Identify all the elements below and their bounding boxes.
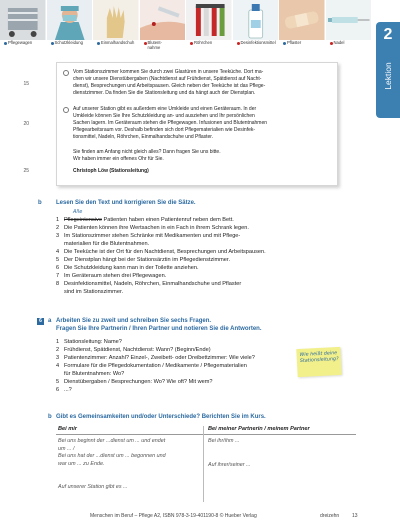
tubes-photo (186, 0, 233, 40)
bullet-dot-icon (97, 42, 100, 45)
list-item: 5 Dienstübergaben / Besprechungen: Wo? Wie oft? Mit wem? (56, 379, 213, 385)
bullet-dot-icon (283, 42, 286, 45)
exercise-title: Arbeiten Sie zu zweit und schreiben Sie sechs Fragen. (56, 318, 212, 324)
exercise-label: b (38, 200, 42, 206)
caption-5: Röhrchen (186, 41, 233, 53)
lesson-label: Lektion (383, 62, 393, 90)
needle-photo (326, 0, 373, 40)
list-item: 3 Patientenzimmer: Anzahl? Einzel-, Zweibett- oder Dreibettzimmer: Wie viele? (56, 355, 255, 361)
caption-6: Desinfektionsmittel (233, 41, 280, 53)
correction-list (56, 216, 356, 296)
line-number: 25 (23, 168, 29, 174)
list-item: 4 Die Teeküche ist der Ort für den Nachtdienst, Besprechungen und Arbeitspausen. (56, 249, 266, 255)
sticky-note-text: Wie heißt deine Stationsleitung? (299, 351, 339, 364)
bullet-dot-icon (51, 42, 54, 45)
table-header: Bei mir (58, 426, 77, 432)
list-item: 3 Im Stationszimmer stehen Schränke mit Medikamenten und mit Pflege- materialien für die Blutentnahmen. (56, 233, 241, 247)
bullet-dot-icon (330, 42, 333, 45)
list-item: 6 ...? (56, 387, 72, 393)
exercise-title: Lesen Sie den Text und korrigieren Sie die Sätze. (56, 200, 196, 206)
list-item: 7 Im Geräteraum stehen drei Pflegewagen. (56, 273, 167, 279)
plaster-photo (279, 0, 326, 40)
bullet-dot-icon (237, 42, 240, 45)
line-number: 20 (23, 121, 29, 127)
footer-section: dreizehn (320, 513, 340, 519)
text-paragraph: Sie finden am Anfang nicht gleich alles? Dann fragen Sie uns bitte. Wir haben immer ein offenes Ohr für Sie. (73, 149, 221, 162)
disinfectant-photo (233, 0, 280, 40)
disposable-glove-photo (93, 0, 140, 40)
comparison-table (56, 426, 356, 502)
line-number: 15 (23, 81, 29, 87)
page-number: 13 (352, 513, 358, 519)
table-cell: Auf ihrer/seiner ... (208, 462, 251, 468)
list-item: 1 Stationsleitung: Name? (56, 339, 122, 345)
lesson-number: 2 (383, 26, 393, 43)
caption-7: Pflaster (279, 41, 326, 53)
question-list (56, 338, 296, 394)
sticky-note (296, 347, 341, 377)
signature: Christoph Löw (Stationsleitung) (73, 168, 149, 174)
list-item: 2 Die Patienten können ihre Wertsachen in ein Fach in ihrem Schrank legen. (56, 225, 249, 231)
exercise-subtitle: Fragen Sie Ihre Partnerin / Ihren Partner und notieren Sie die Antworten. (56, 326, 262, 332)
caption-3: Einmalhandschuh (93, 41, 140, 53)
blood-sampling-photo (140, 0, 187, 40)
exercise-label: a (48, 318, 52, 324)
bullet-dot-icon (4, 42, 7, 45)
reading-text-box (23, 62, 338, 186)
footer-credit: Menschen im Beruf – Pflege A2, ISBN 978-3-19-401190-8 © Hueber Verlag (90, 513, 257, 519)
caption-8: Nadel (326, 41, 373, 53)
exercise-number-badge: 6 (37, 318, 44, 325)
list-item: 4 Formulare für die Pflegedokumentation / Medikamente / Pflegematerialien für Blutentnahmen: Wo? (56, 363, 247, 377)
caption-2: Schutzkleidung (47, 41, 94, 53)
text-paragraph: Vom Stationszimmer kommen Sie durch zwei Glastüren in unsere Teeküche. Dort ma- chen wir unsere Dienstübergaben (Nachtdienst auf Frühdienst, Spätdienst auf Nacht- dienst), Besprechungen und Arbeitspausen. Gleich neben der Teeküche ist das Pflege- dienstzimmer. Da finden Sie die Stationsleitung und da hängt auch der Dienstplan. (73, 69, 266, 96)
exercise-title: Gibt es Gemeinsamkeiten und/oder Unterschiede? Berichten Sie im Kurs. (56, 414, 266, 420)
lesson-tab (376, 22, 400, 118)
list-item: 1 Pflegeintensive Patienten haben einen Patientenruf neben dem Bett. (56, 217, 234, 223)
marker-circle-icon (63, 107, 69, 113)
photo-strip (0, 0, 372, 40)
struck-word: Pflegeintensive (64, 217, 102, 223)
protective-clothing-photo (47, 0, 94, 40)
list-item: 2 Frühdienst, Spätdienst, Nachtdienst: Wann? (Beginn/Ende) (56, 347, 211, 353)
table-cell: Auf unserer Station gibt es ... (58, 484, 128, 490)
list-item: 5 Der Dienstplan hängt bei der Stationsärztin im Pflegedienstzimmer. (56, 257, 231, 263)
handwritten-correction: Alle (73, 209, 83, 215)
caption-1: Pflegewagen (0, 41, 47, 53)
care-cart-photo (0, 0, 47, 40)
list-item: 6 Die Schutzkleidung kann man in der Toilette anziehen. (56, 265, 199, 271)
table-divider (56, 434, 356, 435)
text-paragraph: Auf unserer Station gibt es außerdem eine Umkleide und einen Geräteraum. In der Umkleide können Sie Ihre Schutzkleidung an- und ausziehen und Ihr persönlichen Sachen lagern. Im Geräteraum stehen die Pflegewagen. Infusionen und Blutentnahmen Pflegearbeitsraum vor. Deshalb befinden sich dort Pflegematerialien wie Desinfek- tionsmittel, Nadeln, Röhrchen, Einmalhandschuhe und Pflaster. (73, 106, 268, 140)
table-cell: Bei ihr/ihm ... (208, 438, 240, 444)
exercise-label: b (48, 414, 52, 420)
photo-captions (0, 41, 372, 53)
table-cell: Bei uns beginnt der ...dienst um ... und endet um ... / Bei uns hat der ...dienst um ... begonnen und war um ... zu Ende. (58, 438, 166, 467)
list-item: 8 Desinfektionsmittel, Nadeln, Röhrchen, Einmalhandschuhe und Pflaster sind im Stationszimmer. (56, 281, 242, 295)
table-column-divider (203, 426, 204, 502)
marker-circle-icon (63, 70, 69, 76)
table-header: Bei meiner Partnerin / meinem Partner (208, 426, 310, 432)
caption-4: Blutent- nahme (140, 41, 187, 53)
bullet-dot-icon (190, 42, 193, 45)
bullet-dot-icon (144, 42, 147, 45)
